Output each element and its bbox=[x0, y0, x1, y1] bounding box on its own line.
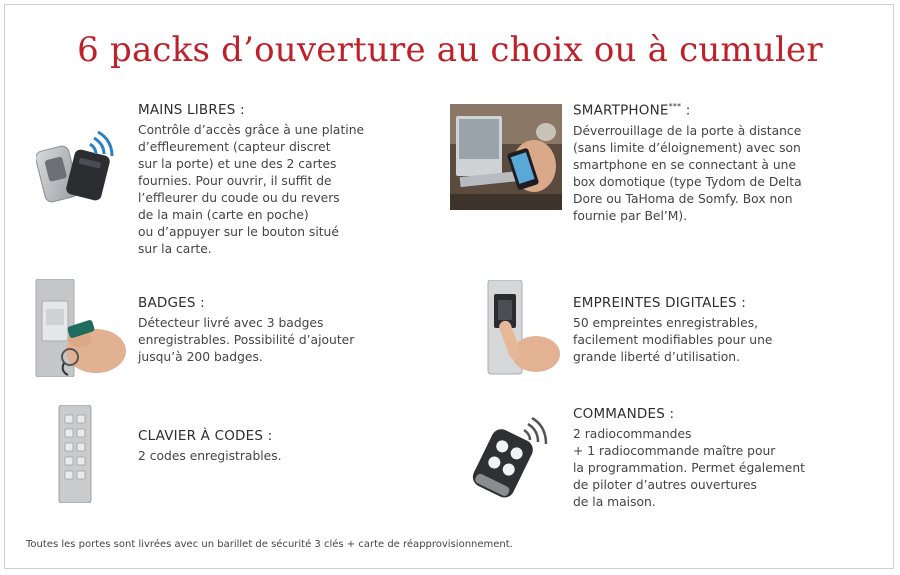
pack-heading: CLAVIER À CODES : bbox=[138, 428, 273, 444]
keypad-icon bbox=[58, 405, 92, 503]
pack-heading: COMMANDES : bbox=[573, 406, 675, 422]
remote-control-icon bbox=[466, 414, 558, 504]
pack-empreintes-digitales bbox=[573, 295, 873, 366]
pack-heading bbox=[573, 102, 873, 119]
page-title: 6 packs d’ouverture au choix ou à cumuler bbox=[77, 30, 823, 70]
pack-description: 2 radiocommandes + 1 radiocommande maître pour la programmation. Permet également de piloter d’autres ouvertures de la maison. bbox=[573, 427, 805, 509]
pack-description: 2 codes enregistrables. bbox=[138, 449, 282, 463]
contactless-card-icon bbox=[36, 124, 118, 212]
pack-badges bbox=[138, 295, 438, 366]
pack-description: Contrôle d’accès grâce à une platine d’effleurement (capteur discret sur la porte) et une des 2 cartes fournies. Pour ouvrir, il suffit de l’effleurer du coude ou du revers de la main (carte en poche) ou d’appuyer sur le bouton situé sur la carte. bbox=[138, 123, 365, 256]
pack-heading-suffix: : bbox=[681, 102, 691, 119]
pack-mains-libres bbox=[138, 102, 438, 258]
pack-description: Détecteur livré avec 3 badges enregistrables. Possibilité d’ajouter jusqu’à 200 badges. bbox=[138, 316, 355, 364]
pack-heading-text: SMARTPHONE bbox=[573, 102, 669, 119]
pack-heading: EMPREINTES DIGITALES : bbox=[573, 295, 747, 311]
badge-reader-icon bbox=[34, 279, 126, 377]
pack-description: Déverrouillage de la porte à distance (sans limite d’éloignement) avec son smartphone en se connectant à une box domotique (type Tydom de Delta Dore ou TaHoma de Somfy. Box non fournie par Bel’M). bbox=[573, 123, 802, 223]
fingerprint-reader-icon bbox=[484, 280, 562, 376]
pack-heading: MAINS LIBRES : bbox=[138, 102, 245, 118]
pack-commandes bbox=[573, 406, 873, 511]
pack-clavier-a-codes bbox=[138, 428, 438, 465]
footer-note: Toutes les portes sont livrées avec un barillet de sécurité 3 clés + carte de réapprovisionnement. bbox=[26, 539, 513, 550]
pack-heading: BADGES : bbox=[138, 295, 205, 311]
pack-smartphone bbox=[573, 102, 873, 225]
footnote-marker: *** bbox=[668, 102, 682, 111]
smartphone-photo-icon bbox=[450, 104, 562, 210]
pack-description: 50 empreintes enregistrables, facilement modifiables pour une grande liberté d’utilisation. bbox=[573, 316, 773, 364]
